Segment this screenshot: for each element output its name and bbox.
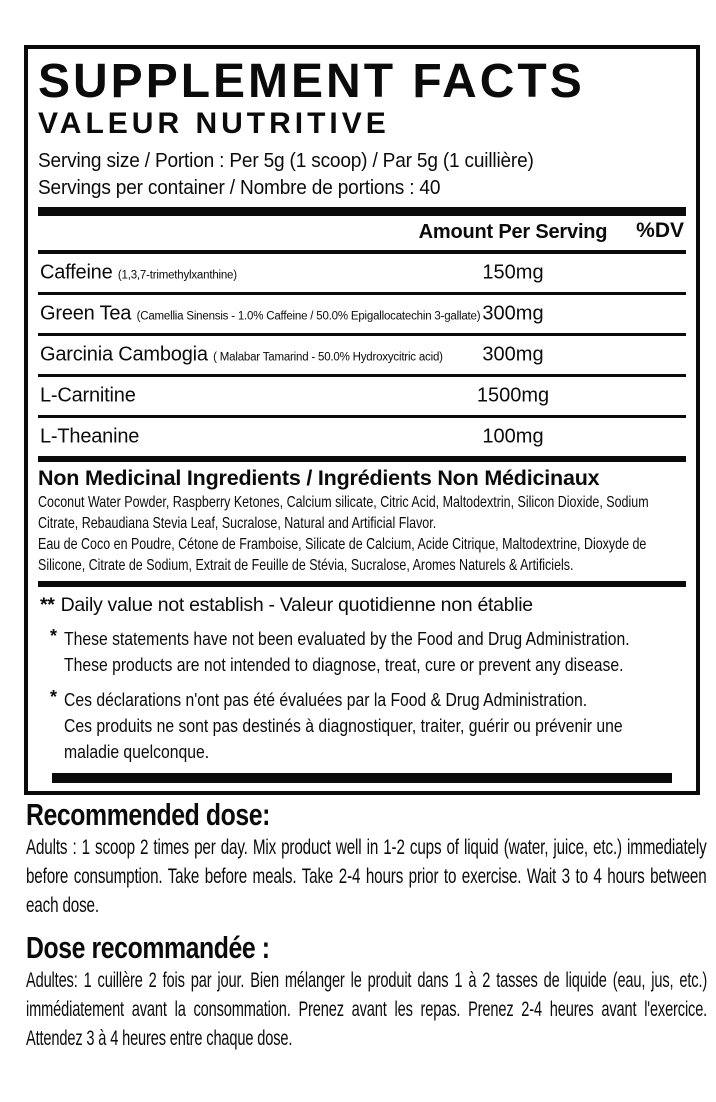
non-medicinal-heading: Non Medicinal Ingredients / Ingrédients Non Médicinaux [38, 465, 600, 490]
fda-en-line: These products are not intended to diagnose, treat, cure or prevent any disease. [64, 653, 624, 675]
fda-fr-line: Ces produits ne sont pas destinés à diagnostiquer, traiter, guérir ou prévenir une [64, 714, 623, 736]
servings-per-container-line: Servings per container / Nombre de portions : 40 [38, 175, 441, 199]
ingredient-name: Caffeine (1,3,7-trimethylxanthine) [40, 261, 237, 284]
table-header-row [38, 216, 686, 254]
fda-disclaimer-french [50, 687, 686, 765]
non-medicinal-french: Eau de Coco en Poudre, Cétone de Framboise, Silicate de Calcium, Acide Citrique, Maltodextrine, Dioxyde de Silicone, Citrate de Sodium, Extrait de Feuille de Stévia, Sucralose, Aromes Naturels & Artificiels. [38, 535, 647, 574]
recommended-dose-body-en: Adults : 1 scoop 2 times per day. Mix product well in 1-2 cups of liquid (water, juice, etc.) immediately before consumption. Take before meals. Take 2-4 hours prior to exercise. Wait 3 to 4 hours between each dose. [26, 836, 707, 917]
ingredient-amount: 1500mg [476, 384, 550, 407]
supplement-facts-panel [24, 45, 700, 795]
ingredient-detail: (Camellia Sinensis - 1.0% Caffeine / 50.0% Epigallocatechin 3-gallate) [136, 310, 481, 323]
ingredient-amount: 100mg [482, 425, 544, 448]
ingredient-name: Garcinia Cambogia ( Malabar Tamarind - 50.0% Hydroxycitric acid) [40, 343, 443, 366]
ingredient-name: L-Theanine [40, 425, 140, 448]
fda-fr-line: Ces déclarations n'ont pas été évaluées par la Food & Drug Administration. [64, 688, 588, 710]
dose-instructions [26, 797, 706, 1053]
amount-per-serving-header: Amount Per Serving [418, 220, 608, 243]
fda-fr-line: maladie quelconque. [64, 740, 210, 762]
ingredient-name: Green Tea (Camellia Sinensis - 1.0% Caffeine / 50.0% Epigallocatechin 3-gallate) [40, 302, 481, 325]
recommended-dose-heading-en: Recommended dose: [26, 797, 271, 832]
ingredient-amount: 300mg [482, 302, 544, 325]
table-row [38, 418, 686, 456]
ingredient-detail: ( Malabar Tamarind - 50.0% Hydroxycitric acid) [213, 351, 443, 364]
ingredient-amount: 300mg [482, 343, 544, 366]
fda-disclaimer-english [50, 626, 686, 678]
table-row [38, 254, 686, 295]
section-divider-bar [38, 207, 686, 216]
recommended-dose-heading-fr: Dose recommandée : [26, 930, 270, 965]
non-medicinal-section [38, 462, 686, 581]
table-row [38, 377, 686, 418]
asterisk-marker: * [50, 625, 58, 646]
recommended-dose-body-fr: Adultes: 1 cuillère 2 fois par jour. Bien mélanger le produit dans 1 à 2 tasses de liquide (eau, jus, etc.) immédiatement avant la consommation. Prenez avant les repas. Prenez 2-4 heures avant l'exercice. Attendez 3 à 4 heures entre chaque dose. [26, 969, 708, 1050]
table-row [38, 336, 686, 377]
panel-subtitle: VALEUR NUTRITIVE [38, 106, 390, 140]
ingredient-detail: (1,3,7-trimethylxanthine) [117, 269, 237, 282]
ingredient-amount: 150mg [482, 261, 544, 284]
section-divider-bar [38, 581, 686, 587]
percent-dv-header: %DV [636, 218, 684, 242]
bottom-bar [52, 773, 672, 783]
daily-value-footnote: ** Daily value not establish - Valeur quotidienne non établie [40, 593, 533, 616]
asterisk-marker: * [50, 686, 58, 707]
ingredient-name: L-Carnitine [40, 384, 136, 407]
panel-title: SUPPLEMENT FACTS [38, 55, 585, 108]
non-medicinal-english: Coconut Water Powder, Raspberry Ketones, Calcium silicate, Citric Acid, Maltodextrin, Silicon Dioxide, Sodium Citrate, Rebaudiana Stevia Leaf, Sucralose, Natural and Artificial Flavor. [38, 493, 649, 532]
double-asterisk-marker: ** [40, 593, 55, 616]
fda-en-line: These statements have not been evaluated by the Food and Drug Administration. [64, 627, 630, 649]
serving-info [38, 147, 670, 201]
table-row [38, 295, 686, 336]
serving-size-line: Serving size / Portion : Per 5g (1 scoop) / Par 5g (1 cuillière) [38, 148, 534, 172]
